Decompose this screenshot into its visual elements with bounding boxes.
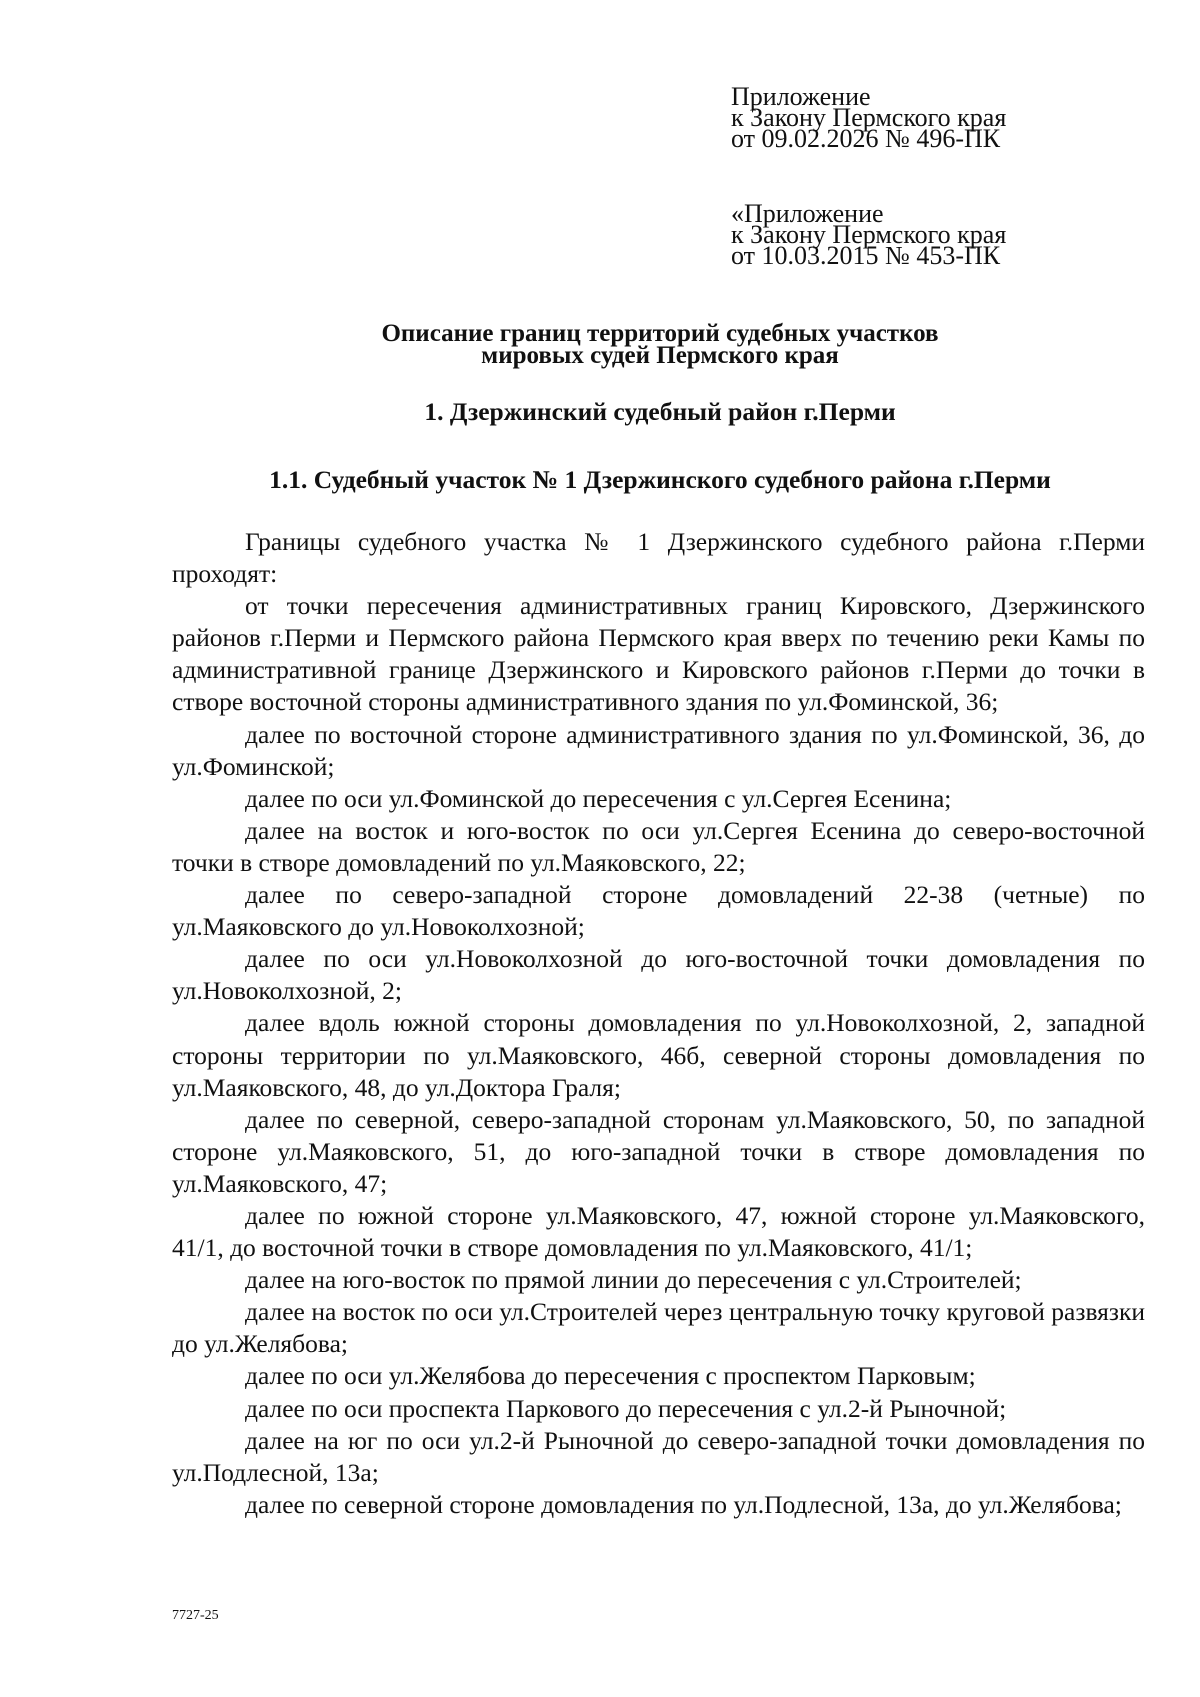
boundary-description <box>172 526 1145 1521</box>
section-heading-text: 1.1. Судебный участок № 1 Дзержинского судебного района г.Перми <box>269 465 1051 494</box>
document-code: 7727-25 <box>172 1608 219 1623</box>
paragraph: далее по оси ул.Фоминской до пересечения с ул.Сергея Есенина; <box>245 783 952 813</box>
appendix-law-ref: к Закону Пермского края <box>731 103 1007 132</box>
paragraph: от точки пересечения административных границ Кировского, Дзержинского районов г.Перми и Пермского района Пермского края вверх по течению реки Камы по административной границе Дзержинского и Кировского районов г.Перми до точки в створе восточной стороны административного здания по ул.Фоминской, 36; <box>172 591 1145 717</box>
paragraph: далее по оси ул.Новоколхозной до юго-восточной точки домовладения по ул.Новоколхозной, 2; <box>172 944 1145 1006</box>
paragraph: далее по северной стороне домовладения по ул.Подлесной, 13а, до ул.Желябова; <box>245 1489 1122 1519</box>
document-title-line-2: мировых судей Пермского края <box>481 342 839 369</box>
paragraph: далее на юго-восток по прямой линии до пересечения с ул.Строителей; <box>245 1265 1022 1295</box>
paragraph: далее на юг по оси ул.2-й Рыночной до северо-западной точки домовладения по ул.Подлесной, 13а; <box>172 1425 1145 1487</box>
paragraph: далее по восточной стороне административного здания по ул.Фоминской, 36, до ул.Фоминской; <box>172 719 1145 781</box>
paragraph: Границы судебного участка № 1 Дзержинского судебного района г.Перми проходят: <box>172 527 1145 589</box>
paragraph: далее по оси проспекта Паркового до пересечения с ул.2-й Рыночной; <box>245 1393 1007 1423</box>
section-heading <box>0 465 1200 494</box>
document-title-line-1: Описание границ территорий судебных участков <box>381 320 939 347</box>
paragraph: далее на восток и юго-восток по оси ул.Сергея Есенина до северо-восточной точки в створе домовладений по ул.Маяковского, 22; <box>172 815 1145 877</box>
appendix-date-number: от 09.02.2026 № 496-ПК <box>731 124 1001 153</box>
original-appendix-date-number: от 10.03.2015 № 453-ПК <box>731 241 1001 270</box>
paragraph: далее по оси ул.Желябова до пересечения с проспектом Парковым; <box>245 1361 976 1391</box>
appendix-header <box>731 82 1151 153</box>
original-appendix-law-ref: к Закону Пермского края <box>731 220 1007 249</box>
paragraph: далее по северо-западной стороне домовладений 22-38 (четные) по ул.Маяковского до ул.Новоколхозной; <box>172 880 1145 942</box>
document-title <box>0 320 1200 369</box>
district-heading-text: 1. Дзержинский судебный район г.Перми <box>424 397 896 426</box>
original-appendix-label: «Приложение <box>731 199 884 228</box>
paragraph: далее вдоль южной стороны домовладения по ул.Новоколхозной, 2, западной стороны территории по ул.Маяковского, 46б, северной стороны домовладения по ул.Маяковского, 48, до ул.Доктора Граля; <box>172 1008 1145 1102</box>
paragraph: далее по южной стороне ул.Маяковского, 47, южной стороне ул.Маяковского, 41/1, до восточной точки в створе домовладения по ул.Маяковского, 41/1; <box>172 1200 1145 1263</box>
district-heading <box>0 397 1200 426</box>
original-appendix-header <box>731 199 1151 270</box>
appendix-label: Приложение <box>731 82 871 111</box>
paragraph: далее по северной, северо-западной сторонам ул.Маяковского, 50, по западной стороне ул.Маяковского, 51, до юго-западной точки в створе домовладения по ул.Маяковского, 47; <box>172 1104 1145 1198</box>
paragraph: далее на восток по оси ул.Строителей через центральную точку круговой развязки до ул.Желябова; <box>172 1297 1145 1359</box>
